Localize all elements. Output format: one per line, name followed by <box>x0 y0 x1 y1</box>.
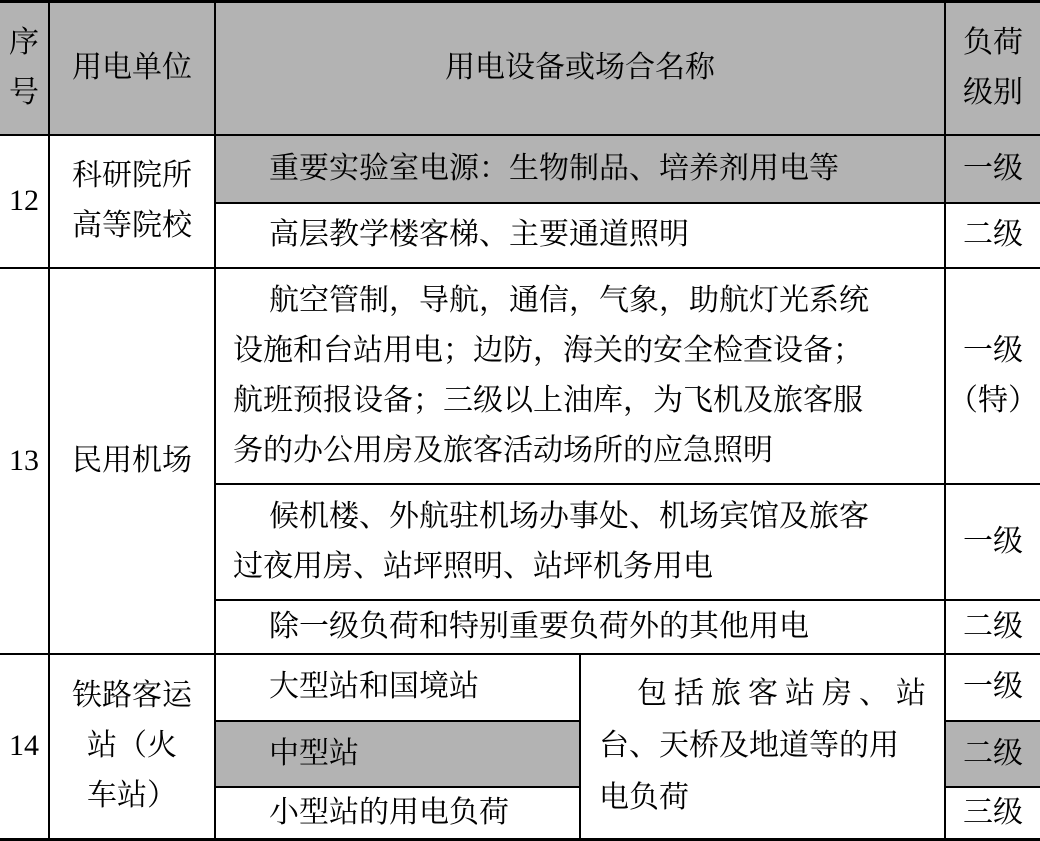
seq-number: 13 <box>9 443 39 477</box>
seq-number: 12 <box>9 184 39 217</box>
table-row <box>0 135 1040 203</box>
level-text: 一级 <box>963 670 1023 703</box>
header-unit <box>49 2 215 135</box>
level-text: 二级 <box>963 218 1023 251</box>
equipment-line: 设施和台站用电；边防，海关的安全检查设备； <box>233 333 863 367</box>
unit-line: 民用机场 <box>72 443 192 477</box>
seq-number: 14 <box>9 729 39 762</box>
table-row <box>0 654 1040 721</box>
header-unit-label: 用电单位 <box>72 51 192 85</box>
equipment-line: 航班预报设备；三级以上油库，为飞机及旅客服 <box>233 383 863 417</box>
station-cell <box>215 787 580 840</box>
unit-cell <box>49 268 215 654</box>
header-seq <box>0 2 49 135</box>
level-text: 一级 <box>963 333 1023 367</box>
level-text: 一级 <box>963 151 1023 185</box>
station-note-line: 电负荷 <box>599 781 689 814</box>
level-cell-highlighted <box>945 135 1040 203</box>
station-note-line: 包括旅客站房、站 <box>637 677 926 710</box>
unit-line: 车站） <box>87 779 177 812</box>
equipment-line: 除一级负荷和特别重要负荷外的其他用电 <box>269 609 809 643</box>
seq-cell <box>0 268 49 654</box>
station-cell-highlighted <box>215 721 580 787</box>
header-level <box>945 2 1040 135</box>
equipment-line: 航空管制，导航，通信，气象，助航灯光系统 <box>269 283 869 317</box>
equipment-line: 高层教学楼客梯、主要通道照明 <box>269 218 689 251</box>
header-equipment <box>215 2 945 135</box>
equipment-line: 务的办公用房及旅客活动场所的应急照明 <box>233 433 773 467</box>
level-cell <box>945 484 1040 600</box>
level-cell <box>945 787 1040 840</box>
header-equipment-label: 用电设备或场合名称 <box>445 51 715 85</box>
level-cell <box>945 268 1040 484</box>
equipment-cell <box>215 600 945 654</box>
seq-cell <box>0 654 49 840</box>
unit-cell <box>49 135 215 268</box>
unit-line: 科研院所 <box>72 159 192 192</box>
station-note-line: 台、天桥及地道等的用 <box>599 729 899 762</box>
header-level-line: 级别 <box>963 76 1023 110</box>
header-seq-line: 号 <box>9 76 39 110</box>
equipment-cell <box>215 203 945 268</box>
station-type: 中型站 <box>269 736 359 770</box>
level-text: 一级 <box>963 524 1023 558</box>
equipment-line: 重要实验室电源：生物制品、培养剂用电等 <box>269 151 839 185</box>
station-note-cell <box>580 654 945 840</box>
station-type: 小型站的用电负荷 <box>269 795 509 829</box>
equipment-cell-highlighted <box>215 135 945 203</box>
level-text: 三级 <box>963 795 1023 829</box>
unit-line: 铁路客运 <box>72 679 192 712</box>
equipment-cell <box>215 268 945 484</box>
level-text: （特） <box>948 383 1038 417</box>
station-type: 大型站和国境站 <box>269 670 479 703</box>
level-cell <box>945 654 1040 721</box>
level-cell <box>945 203 1040 268</box>
table-row <box>0 268 1040 484</box>
header-row <box>0 2 1040 135</box>
equipment-line: 候机楼、外航驻机场办事处、机场宾馆及旅客 <box>269 499 869 533</box>
equipment-line: 过夜用房、站坪照明、站坪机务用电 <box>233 549 713 583</box>
unit-cell <box>49 654 215 840</box>
level-text: 二级 <box>963 609 1023 643</box>
header-seq-line: 序 <box>9 26 39 60</box>
header-level-line: 负荷 <box>963 26 1023 60</box>
level-text: 二级 <box>963 736 1023 770</box>
unit-line: 高等院校 <box>72 209 192 242</box>
station-cell <box>215 654 580 721</box>
seq-cell <box>0 135 49 268</box>
equipment-cell <box>215 484 945 600</box>
unit-line: 站（火 <box>87 729 177 762</box>
level-cell-highlighted <box>945 721 1040 787</box>
level-cell <box>945 600 1040 654</box>
